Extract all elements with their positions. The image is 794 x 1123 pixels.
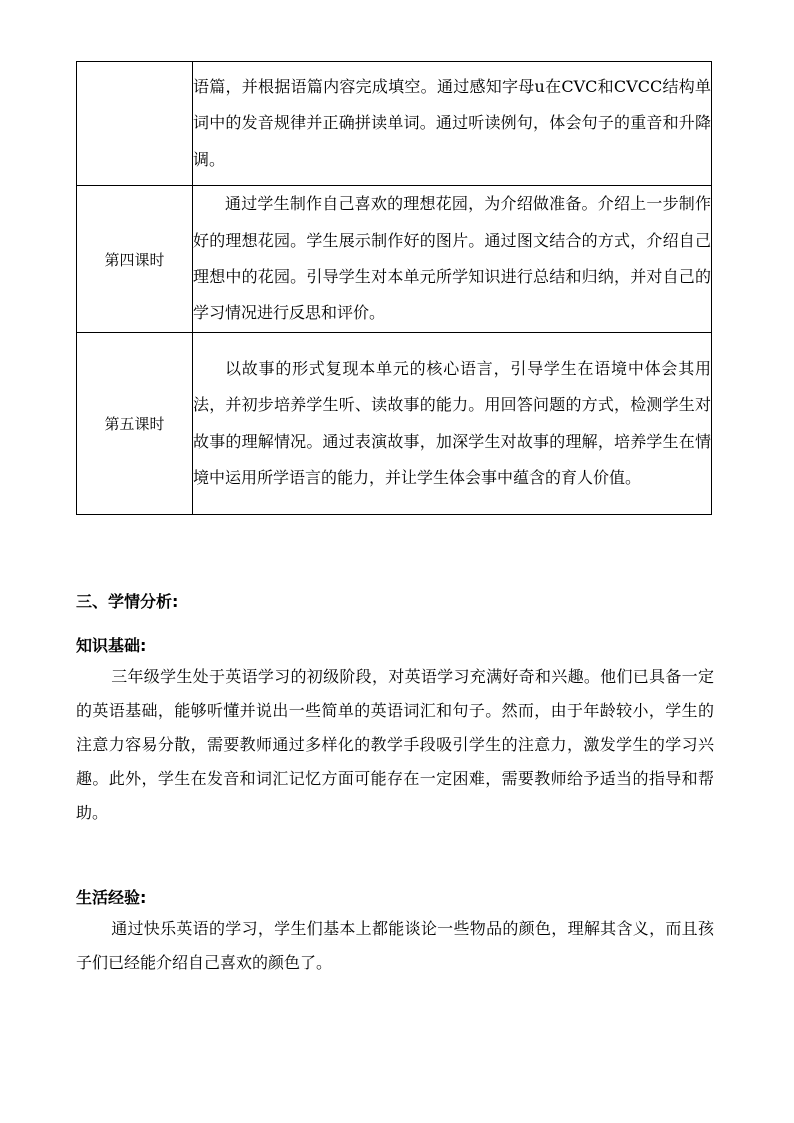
life-heading: 生活经验: <box>76 888 147 907</box>
table-row <box>77 186 712 333</box>
row-content: 通过学生制作自己喜欢的理想花园，为介绍做准备。介绍上一步制作好的理想花园。学生展示制作好的图片。通过图文结合的方式，介绍自己理想中的花园。引导学生对本单元所学知识进行总结和归纳，并对自己的学习情况进行反思和评价。 <box>193 186 712 333</box>
row-label: 第五课时 <box>77 333 193 515</box>
table-row <box>77 333 712 515</box>
row-content: 语篇，并根据语篇内容完成填空。通过感知字母u在CVC和CVCC结构单词中的发音规律并正确拼读单词。通过听读例句，体会句子的重音和升降调。 <box>193 62 712 186</box>
row-content: 以故事的形式复现本单元的核心语言，引导学生在语境中体会其用法，并初步培养学生听、读故事的能力。用回答问题的方式，检测学生对故事的理解情况。通过表演故事，加深学生对故事的理解，培养学生在情境中运用所学语言的能力，并让学生体会事中蕴含的育人价值。 <box>193 333 712 515</box>
row-label <box>77 62 193 186</box>
row-label: 第四课时 <box>77 186 193 333</box>
section-title: 三、学情分析: <box>76 592 179 611</box>
knowledge-heading: 知识基础: <box>76 636 147 655</box>
table-row <box>77 62 712 186</box>
lesson-plan-table <box>76 61 712 515</box>
life-paragraph: 通过快乐英语的学习，学生们基本上都能谈论一些物品的颜色，理解其含义，而且孩子们已经能介绍自己喜欢的颜色了。 <box>76 919 714 972</box>
knowledge-paragraph: 三年级学生处于英语学习的初级阶段，对英语学习充满好奇和兴趣。他们已具备一定的英语基础，能够听懂并说出一些简单的英语词汇和句子。然而，由于年龄较小，学生的注意力容易分散，需要教师通过多样化的教学手段吸引学生的注意力，激发学生的学习兴趣。此外，学生在发音和词汇记忆方面可能存在一定困难，需要教师给予适当的指导和帮助。 <box>76 667 714 822</box>
